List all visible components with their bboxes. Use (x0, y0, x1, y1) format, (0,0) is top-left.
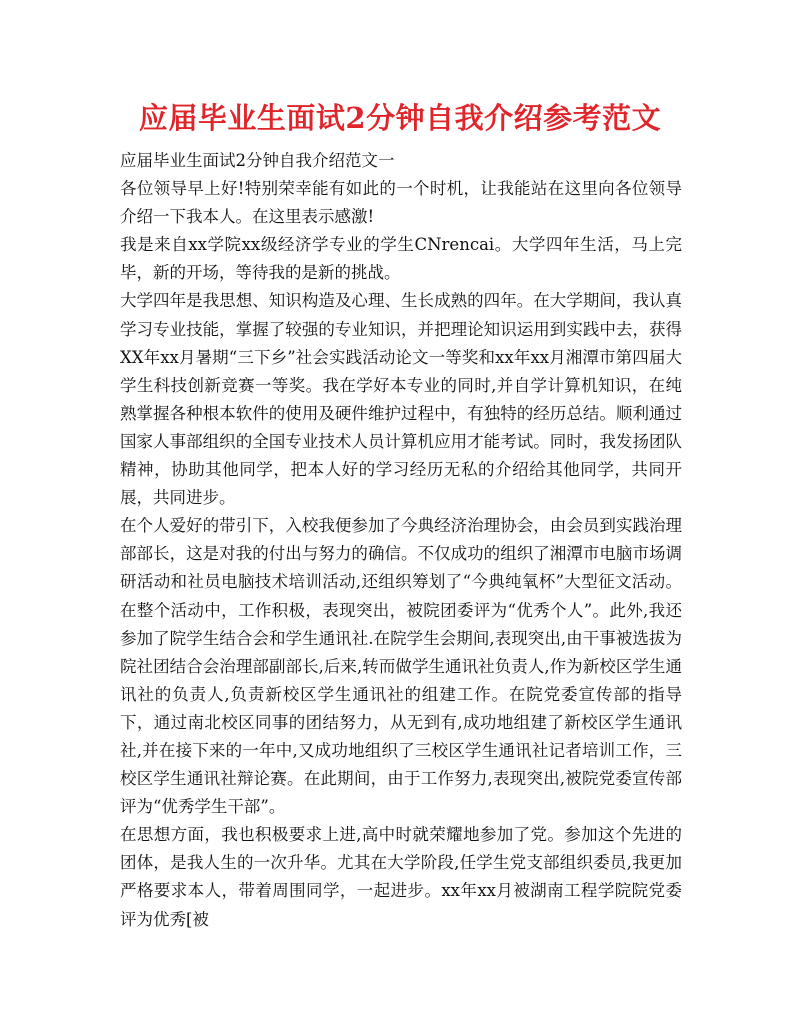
paragraph-study: 大学四年是我思想、知识构造及心理、生长成熟的四年。在大学期间，我认真学习专业技能，掌握了较强的专业知识，并把理论知识运用到实践中去，获得XX年xx月暑期“三下乡”社会实践活动论文一等奖和xx年xx月湘潭市第四届大学生科技创新竞赛一等奖。我在学好本专业的同时,并自学计算机知识，在纯熟掌握各种根本软件的使用及硬件维护过程中，有独特的经历总结。顺利通过国家人事部组织的全国专业技术人员计算机应用才能考试。同时，我发扬团队精神，协助其他同学，把本人好的学习经历无私的介绍给其他同学，共同开展，共同进步。 (120, 291, 682, 508)
paragraph-ideology: 在思想方面，我也积极要求上进,高中时就荣耀地参加了党。参加这个先进的团体，是我人生的一次升华。尤其在大学阶段,任学生党支部组织委员,我更加严格要求本人，带着周围同学，一起进步。xx年xx月被湖南工程学院院党委评为优秀[被 (120, 825, 682, 929)
section-heading: 应届毕业生面试2分钟自我介绍范文一 (120, 151, 395, 170)
document-body (120, 147, 682, 934)
paragraph-activities: 在个人爱好的带引下，入校我便参加了今典经济治理协会，由会员到实践治理部部长，这是对我的付出与努力的确信。不仅成功的组织了湘潭市电脑市场调研活动和社员电脑技术培训活动,还组织筹划了“今典纯氧杯”大型征文活动。在整个活动中，工作积极，表现突出，被院团委评为“优秀个人”。此外,我还参加了院学生结合会和学生通讯社.在院学生会期间,表现突出,由干事被选拔为院社团结合会治理部副部长,后来,转而做学生通讯社负责人,作为新校区学生通讯社的负责人,负责新校区学生通讯社的组建工作。在院党委宣传部的指导下，通过南北校区同事的团结努力，从无到有,成功地组建了新校区学生通讯社,并在接下来的一年中,又成功地组织了三校区学生通讯社记者培训工作，三校区学生通讯社辩论赛。在此期间，由于工作努力,表现突出,被院党委宣传部评为“优秀学生干部”。 (120, 516, 682, 817)
paragraph-greeting: 各位领导早上好!特别荣幸能有如此的一个时机，让我能站在这里向各位领导介绍一下我本人。在这里表示感激! (120, 179, 682, 227)
document-title: 应届毕业生面试2分钟自我介绍参考范文 (138, 101, 662, 135)
paragraph-introduction: 我是来自xx学院xx级经济学专业的学生CNrencai。大学四年生活，马上完毕，新的开场，等待我的是新的挑战。 (120, 235, 682, 283)
